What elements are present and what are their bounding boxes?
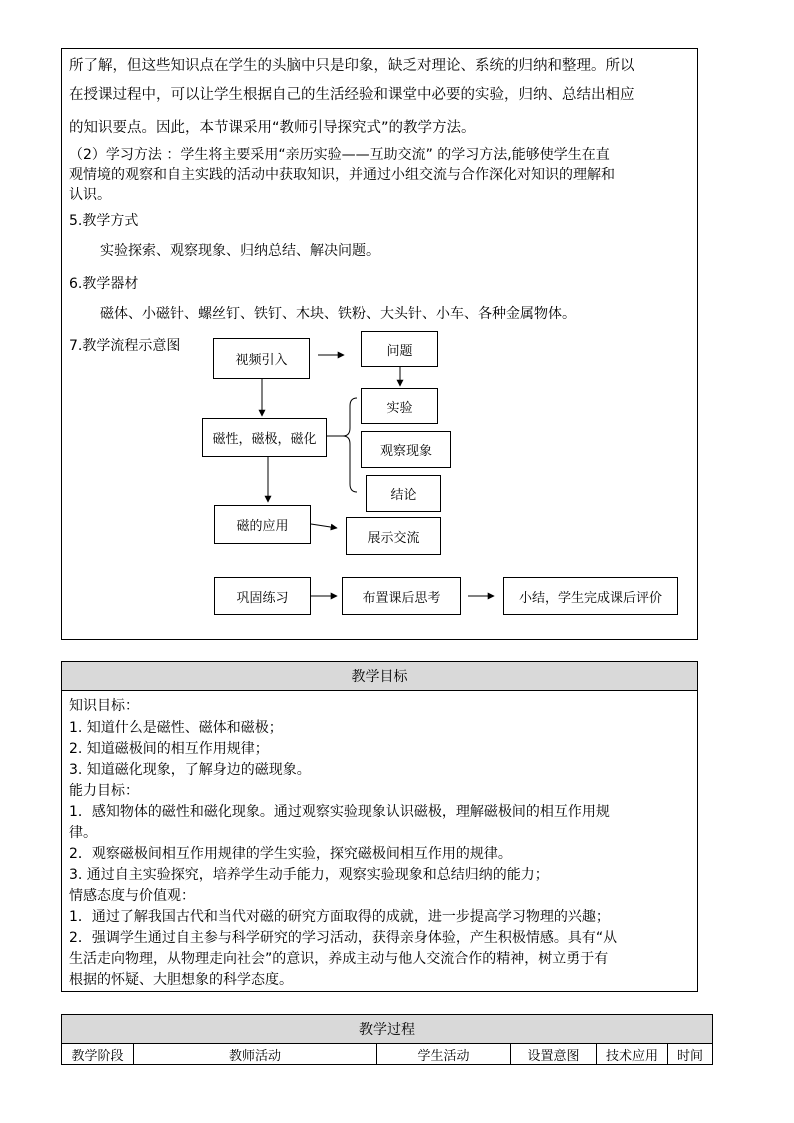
objective-line: 3. 知道磁化现象，了解身边的磁现象。 <box>69 762 311 778</box>
text-line: 实验探索、观察现象、归纳总结、解决问题。 <box>100 243 380 259</box>
process-column-row <box>62 1044 712 1064</box>
process-header: 教学过程 <box>62 1015 712 1044</box>
flow-conclusion: 结论 <box>366 475 441 512</box>
objective-line: 能力目标： <box>69 783 139 799</box>
flow-video-intro: 视频引入 <box>213 338 310 379</box>
flow-application: 磁的应用 <box>214 505 311 544</box>
objective-line: 3. 通过自主实验探究，培养学生动手能力，观察实验现象和总结归纳的能力； <box>69 867 549 883</box>
objective-line: 1. 知道什么是磁性、磁体和磁极； <box>69 720 283 736</box>
flow-display: 展示交流 <box>346 517 441 555</box>
objectives-header: 教学目标 <box>62 662 697 691</box>
objective-line: 律。 <box>69 825 97 841</box>
column-teacher-activity: 教师活动 <box>134 1044 377 1064</box>
text-line: 磁体、小磁针、螺丝钉、铁钉、木块、铁粉、大头针、小车、各种金属物体。 <box>100 306 576 322</box>
objective-line: 2．观察磁极间相互作用规律的学生实验，探究磁极间相互作用的规律。 <box>69 846 512 862</box>
objective-line: 生活走向物理，从物理走向社会”的意识，养成主动与他人交流合作的精神，树立勇于有 <box>69 951 609 967</box>
objective-line: 2. 知道磁极间的相互作用规律； <box>69 741 269 757</box>
column-time: 时间 <box>676 1048 703 1064</box>
heading-equipment: 6.教学器材 <box>69 276 139 292</box>
heading-teaching-mode: 5.教学方式 <box>69 213 139 229</box>
flow-magnetism: 磁性，磁极，磁化 <box>202 418 327 457</box>
text-line: 认识。 <box>69 187 111 203</box>
heading-flowchart: 7.教学流程示意图 <box>69 338 181 354</box>
text-line: 所了解，但这些知识点在学生的头脑中只是印象，缺乏对理论、系统的归纳和整理。所以 <box>69 58 635 74</box>
objective-line: 2．强调学生通过自主参与科学研究的学习活动，获得亲身体验，产生积极情感。具有“从 <box>69 930 618 946</box>
objectives-table <box>61 661 698 992</box>
flow-summary: 小结，学生完成课后评价 <box>503 577 678 615</box>
objective-line: 1．感知物体的磁性和磁化现象。通过观察实验现象认识磁极，理解磁极间的相互作用规 <box>69 804 610 820</box>
text-line: （2）学习方法 ：学生将主要采用“亲历实验——互助交流” 的学习方法,能够使学生在直 <box>69 147 610 163</box>
column-stage: 教学阶段 <box>62 1044 134 1064</box>
objective-line: 情感态度与价值观： <box>69 888 195 904</box>
flow-homework: 布置课后思考 <box>342 577 461 615</box>
objective-line: 1．通过了解我国古代和当代对磁的研究方面取得的成就，进一步提高学习物理的兴趣； <box>69 909 610 925</box>
flow-observe: 观察现象 <box>361 431 451 468</box>
column-technology: 技术应用 <box>597 1044 668 1064</box>
column-intent: 设置意图 <box>511 1044 597 1064</box>
flow-practice: 巩固练习 <box>214 577 311 615</box>
process-table <box>61 1014 713 1065</box>
text-line: 在授课过程中，可以让学生根据自己的生活经验和课堂中必要的实验，归纳、总结出相应 <box>69 87 635 103</box>
objective-line: 知识目标： <box>69 698 139 714</box>
text-line: 的知识要点。因此，本节课采用“教师引导探究式”的教学方法。 <box>69 120 476 136</box>
column-student-activity: 学生活动 <box>377 1044 511 1064</box>
flow-experiment: 实验 <box>361 388 438 424</box>
flow-question: 问题 <box>361 331 438 367</box>
text-line: 观情境的观察和自主实践的活动中获取知识，并通过小组交流与合作深化对知识的理解和 <box>69 167 615 183</box>
objective-line: 根据的怀疑、大胆想象的科学态度。 <box>69 972 293 988</box>
